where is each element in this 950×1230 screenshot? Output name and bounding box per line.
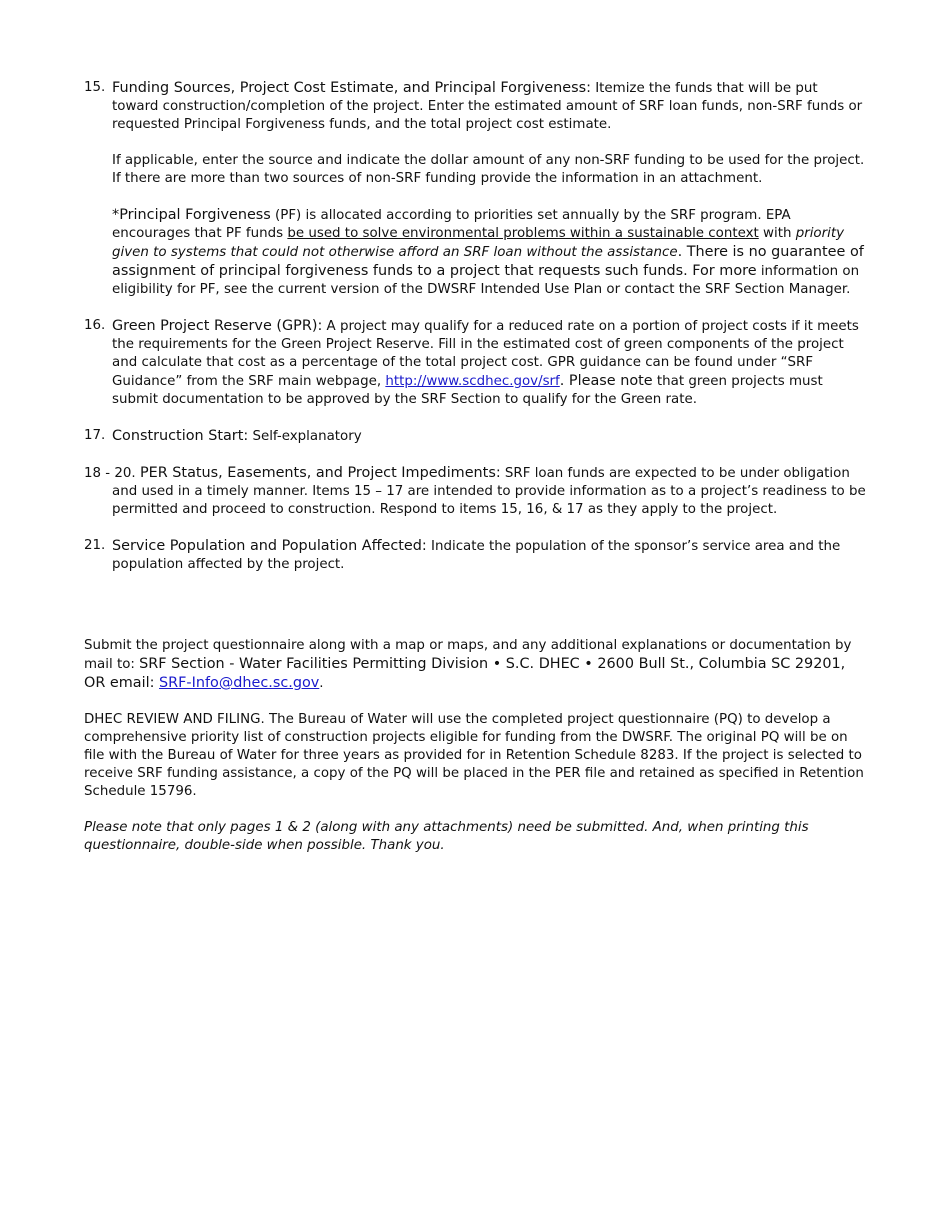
- item-number: 16.: [84, 318, 106, 333]
- item-number: 18 - 20.: [84, 466, 136, 481]
- item-title: Green Project Reserve (GPR):: [112, 318, 323, 334]
- submit-paragraph: [84, 637, 866, 693]
- item-title: Funding Sources, Project Cost Estimate, and Principal Forgiveness:: [112, 80, 591, 96]
- review-paragraph: DHEC REVIEW AND FILING. The Bureau of Water will use the completed project questionnaire (PQ) to develop a comprehensive priority list of construction projects eligible for funding from the DWSRF. The original PQ will be on file with the Bureau of Water for three years as provided for in Retention Schedule 8283. If the project is selected to receive SRF funding assistance, a copy of the PQ will be placed in the PER file and retained as specified in Retention Schedule 15796.: [84, 712, 864, 799]
- item-18-20: [84, 464, 866, 519]
- submit-end: .: [319, 676, 324, 691]
- item-18-20-para: [84, 464, 866, 519]
- mailing-address: SRF Section - Water Facilities Permitting Division • S.C. DHEC • 2600 Bull St., Columbia SC 29201, OR email:: [84, 656, 846, 691]
- pf-text: with: [758, 226, 796, 241]
- note-paragraph: Please note that only pages 1 & 2 (along with any attachments) need be submitted. And, when printing this questionnaire, double-side when possible. Thank you.: [84, 820, 809, 853]
- item-15: [84, 79, 866, 299]
- email-link[interactable]: SRF-Info@dhec.sc.gov: [159, 675, 320, 691]
- pf-underlined: be used to solve environmental problems within a sustainable context: [287, 226, 759, 241]
- pf-heading: *Principal Forgiveness: [112, 207, 271, 223]
- item-17-para: [112, 427, 866, 446]
- item-15-para-1: [112, 79, 866, 134]
- pf-text: (PF) is allocated according to priorities set annually by the SRF program. EPA encourages that PF funds: [112, 208, 791, 241]
- srf-webpage-link[interactable]: http://www.scdhec.gov/srf: [385, 374, 560, 389]
- item-17: [84, 427, 866, 446]
- item-21: [84, 537, 866, 574]
- item-title: Service Population and Population Affected:: [112, 538, 427, 554]
- item-number: 21.: [84, 538, 106, 553]
- item-15-para-2: If applicable, enter the source and indicate the dollar amount of any non-SRF funding to be used for the project. If there are more than two sources of non-SRF funding provide the information in an attachment.: [112, 153, 865, 186]
- item-15-para-3: [112, 206, 866, 299]
- item-text: Indicate the population of the sponsor’s service area and the population affected by the project.: [112, 539, 841, 572]
- item-text: . Please note: [559, 373, 653, 389]
- pf-text: information on eligibility for PF, see the current version of the DWSRF Intended Use Plan or contact the SRF Section Manager.: [112, 264, 860, 297]
- submit-text: Submit the project questionnaire along with a map or maps, and any additional explanations or documentation by mail to:: [84, 638, 852, 672]
- item-title: Construction Start:: [112, 428, 249, 444]
- item-number: 15.: [84, 80, 106, 95]
- item-text: that green projects must submit documentation to be approved by the SRF Section to qualify for the Green rate.: [112, 374, 823, 407]
- item-text: Self-explanatory: [248, 429, 362, 444]
- instructions-body: [84, 79, 866, 873]
- item-16: [84, 317, 866, 409]
- item-title: PER Status, Easements, and Project Impediments:: [139, 465, 501, 481]
- item-21-para: [112, 537, 866, 574]
- item-text: Itemize the funds that will be put toward construction/completion of the project. Enter the estimated amount of SRF loan funds, non-SRF funds or requested Principal Forgiveness funds, and the total project cost estimate.: [112, 81, 863, 132]
- item-text: SRF loan funds are expected to be under obligation and used in a timely manner. Items 15 – 17 are intended to provide information as to a project’s readiness to be permitted and proceed to construction. Respond to items 15, 16, & 17 as they apply to the project.: [112, 466, 866, 517]
- item-number: 17.: [84, 428, 106, 443]
- pf-text: . There is no guarantee of assignment of principal forgiveness funds to a project that requests such funds. For more: [112, 244, 864, 279]
- spacer: [84, 592, 866, 637]
- item-text: A project may qualify for a reduced rate on a portion of project costs if it meets the requirements for the Green Project Reserve. Fill in the estimated cost of green components of the project and calculate that cost as a percentage of the total project cost. GPR guidance can be found under “SRF Guidance” from the SRF main webpage,: [112, 319, 859, 389]
- item-16-para: [112, 317, 866, 409]
- pf-italic: priority given to systems that could not otherwise afford an SRF loan without the assistance: [112, 226, 845, 260]
